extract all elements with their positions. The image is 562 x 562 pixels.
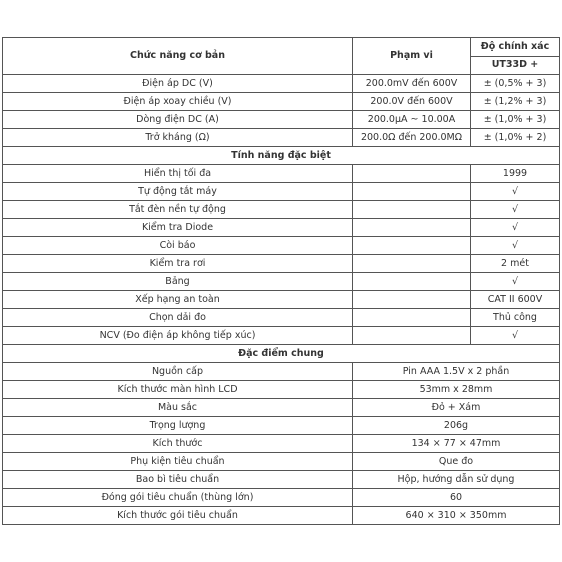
- basic-range: 200.0μA ~ 10.00A: [353, 111, 471, 129]
- basic-name: Điện áp DC (V): [3, 75, 353, 93]
- special-name: Còi báo: [3, 237, 353, 255]
- basic-row: [3, 93, 560, 111]
- header-model: UT33D +: [471, 56, 560, 75]
- general-row: [3, 489, 560, 507]
- special-row: [3, 201, 560, 219]
- general-row: [3, 399, 560, 417]
- general-name: Trọng lượng: [3, 417, 353, 435]
- special-name: Hiển thị tối đa: [3, 165, 353, 183]
- general-row: [3, 363, 560, 381]
- special-value: √: [471, 237, 560, 255]
- basic-accuracy: ± (1,0% + 2): [471, 129, 560, 147]
- special-name: Kiểm tra rơi: [3, 255, 353, 273]
- special-row: [3, 291, 560, 309]
- special-name: Bảng: [3, 273, 353, 291]
- header-accuracy: Độ chính xác: [471, 38, 560, 57]
- general-name: Kích thước gói tiêu chuẩn: [3, 507, 353, 525]
- special-range-empty: [353, 255, 471, 273]
- special-range-empty: [353, 201, 471, 219]
- general-row: [3, 471, 560, 489]
- basic-range: 200.0Ω đến 200.0MΩ: [353, 129, 471, 147]
- basic-range: 200.0mV đến 600V: [353, 75, 471, 93]
- special-value: 2 mét: [471, 255, 560, 273]
- special-row: [3, 309, 560, 327]
- special-value: √: [471, 219, 560, 237]
- special-range-empty: [353, 237, 471, 255]
- basic-name: Trở kháng (Ω): [3, 129, 353, 147]
- special-value: Thủ công: [471, 309, 560, 327]
- special-range-empty: [353, 219, 471, 237]
- basic-row: [3, 111, 560, 129]
- general-name: Kích thước: [3, 435, 353, 453]
- basic-name: Dòng điện DC (A): [3, 111, 353, 129]
- basic-row: [3, 129, 560, 147]
- basic-range: 200.0V đến 600V: [353, 93, 471, 111]
- basic-row: [3, 75, 560, 93]
- general-name: Màu sắc: [3, 399, 353, 417]
- special-value: √: [471, 273, 560, 291]
- general-row: [3, 507, 560, 525]
- spec-table: [2, 37, 560, 525]
- header-range: Phạm vi: [353, 38, 471, 75]
- special-range-empty: [353, 183, 471, 201]
- header-function: Chức năng cơ bản: [3, 38, 353, 75]
- special-name: NCV (Đo điện áp không tiếp xúc): [3, 327, 353, 345]
- general-row: [3, 435, 560, 453]
- basic-accuracy: ± (1,0% + 3): [471, 111, 560, 129]
- special-range-empty: [353, 291, 471, 309]
- special-row: [3, 273, 560, 291]
- special-row: [3, 237, 560, 255]
- general-value: Đỏ + Xám: [353, 399, 560, 417]
- general-value: 134 × 77 × 47mm: [353, 435, 560, 453]
- special-value: √: [471, 183, 560, 201]
- special-name: Xếp hạng an toàn: [3, 291, 353, 309]
- special-name: Chọn dải đo: [3, 309, 353, 327]
- special-row: [3, 219, 560, 237]
- general-value: Hộp, hướng dẫn sử dụng: [353, 471, 560, 489]
- special-range-empty: [353, 327, 471, 345]
- special-name: Tắt đèn nền tự động: [3, 201, 353, 219]
- general-row: [3, 453, 560, 471]
- special-value: CAT II 600V: [471, 291, 560, 309]
- special-features-title-row: [3, 147, 560, 165]
- special-row: [3, 327, 560, 345]
- general-value: 206g: [353, 417, 560, 435]
- special-row: [3, 165, 560, 183]
- general-value: Pin AAA 1.5V x 2 phần: [353, 363, 560, 381]
- special-name: Tự động tắt máy: [3, 183, 353, 201]
- special-value: √: [471, 327, 560, 345]
- basic-accuracy: ± (0,5% + 3): [471, 75, 560, 93]
- general-title: Đặc điểm chung: [3, 345, 560, 363]
- special-name: Kiểm tra Diode: [3, 219, 353, 237]
- special-row: [3, 183, 560, 201]
- general-title-row: [3, 345, 560, 363]
- header-row: [3, 38, 560, 57]
- general-name: Phụ kiện tiêu chuẩn: [3, 453, 353, 471]
- general-value: 53mm x 28mm: [353, 381, 560, 399]
- general-value: 640 × 310 × 350mm: [353, 507, 560, 525]
- special-range-empty: [353, 273, 471, 291]
- special-range-empty: [353, 165, 471, 183]
- general-row: [3, 417, 560, 435]
- basic-name: Điện áp xoay chiều (V): [3, 93, 353, 111]
- special-range-empty: [353, 309, 471, 327]
- special-value: 1999: [471, 165, 560, 183]
- special-value: √: [471, 201, 560, 219]
- special-features-title: Tính năng đặc biệt: [3, 147, 560, 165]
- general-value: Que đo: [353, 453, 560, 471]
- general-row: [3, 381, 560, 399]
- special-row: [3, 255, 560, 273]
- general-name: Kích thước màn hình LCD: [3, 381, 353, 399]
- general-value: 60: [353, 489, 560, 507]
- general-name: Bao bì tiêu chuẩn: [3, 471, 353, 489]
- general-name: Nguồn cấp: [3, 363, 353, 381]
- basic-accuracy: ± (1,2% + 3): [471, 93, 560, 111]
- general-name: Đóng gói tiêu chuẩn (thùng lớn): [3, 489, 353, 507]
